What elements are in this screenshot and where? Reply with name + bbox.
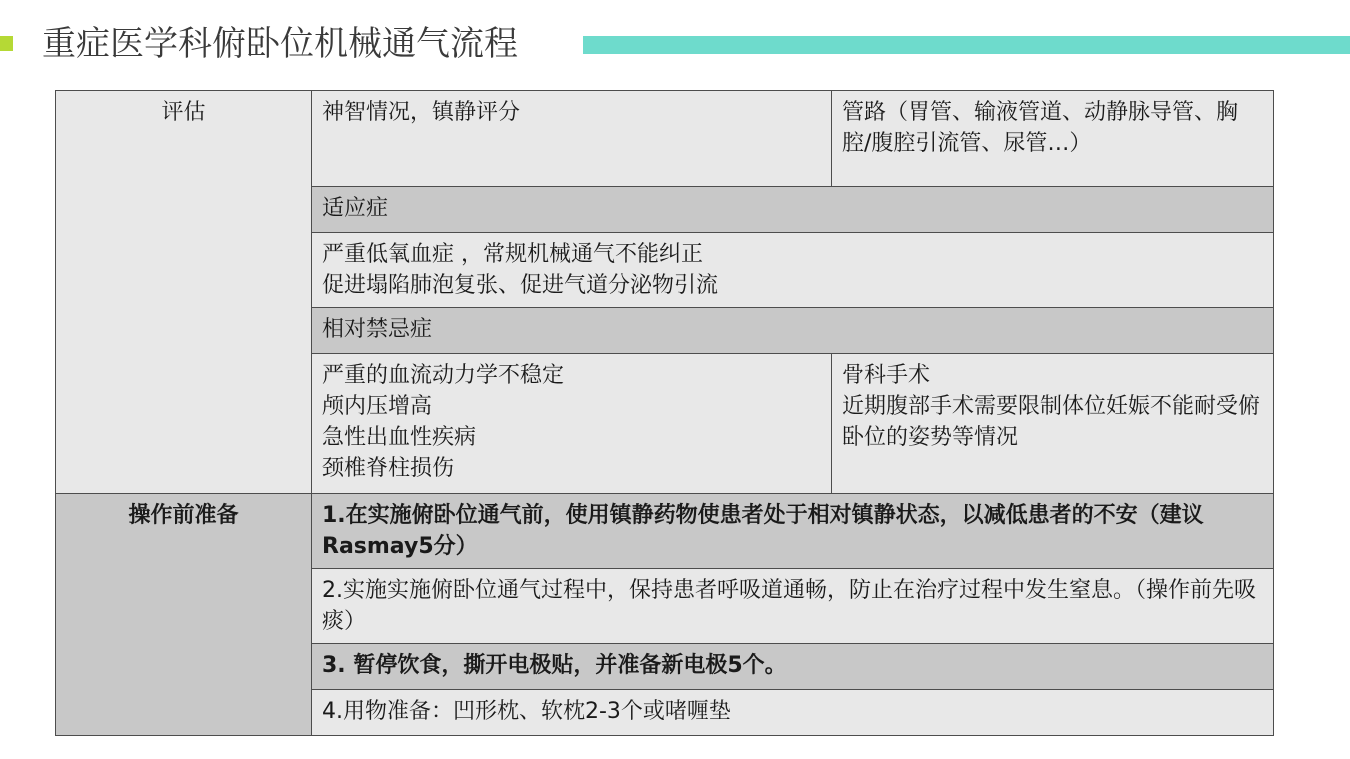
indication-item: 促进塌陷肺泡复张、促进气道分泌物引流 [322,273,719,298]
contraindications-right-cell [832,354,1274,494]
contraindication-item: 颅内压增高 [322,394,433,419]
contraindications-left-cell [312,354,832,494]
preparation-label: 操作前准备 [56,494,312,736]
neuro-status-cell: 神智情况，镇静评分 [312,91,832,187]
assessment-label: 评估 [56,91,312,494]
contraindication-item: 近期腹部手术需要限制体位妊娠不能耐受俯卧位的姿势等情况 [842,394,1261,450]
contraindications-header: 相对禁忌症 [312,308,1274,354]
indications-cell [312,233,1274,308]
title-accent-square [0,36,13,51]
contraindication-item: 严重的血流动力学不稳定 [322,363,565,388]
prep-step-3: 3. 暂停饮食，撕开电极贴，并准备新电极5个。 [312,644,1274,690]
indication-item: 严重低氧血症 ，常规机械通气不能纠正 [322,242,703,267]
title-bar [580,36,1350,54]
procedure-table [55,90,1274,736]
contraindication-item: 颈椎脊柱损伤 [322,456,455,481]
prep-step-1: 1.在实施俯卧位通气前，使用镇静药物使患者处于相对镇静状态，以减低患者的不安（建议Rasmay5分） [312,494,1274,569]
page-title: 重症医学科俯卧位机械通气流程 [42,24,518,64]
indications-header: 适应症 [312,187,1274,233]
contraindication-item: 急性出血性疾病 [322,425,477,450]
prep-step-2: 2.实施实施俯卧位通气过程中，保持患者呼吸道通畅，防止在治疗过程中发生窒息。（操作前先吸痰） [312,569,1274,644]
contraindication-item: 骨科手术 [842,363,931,388]
prep-step-4: 4.用物准备：凹形枕、软枕2-3个或啫喱垫 [312,690,1274,736]
tubes-cell: 管路（胃管、输液管道、动静脉导管、胸腔/腹腔引流管、尿管…） [832,91,1274,187]
